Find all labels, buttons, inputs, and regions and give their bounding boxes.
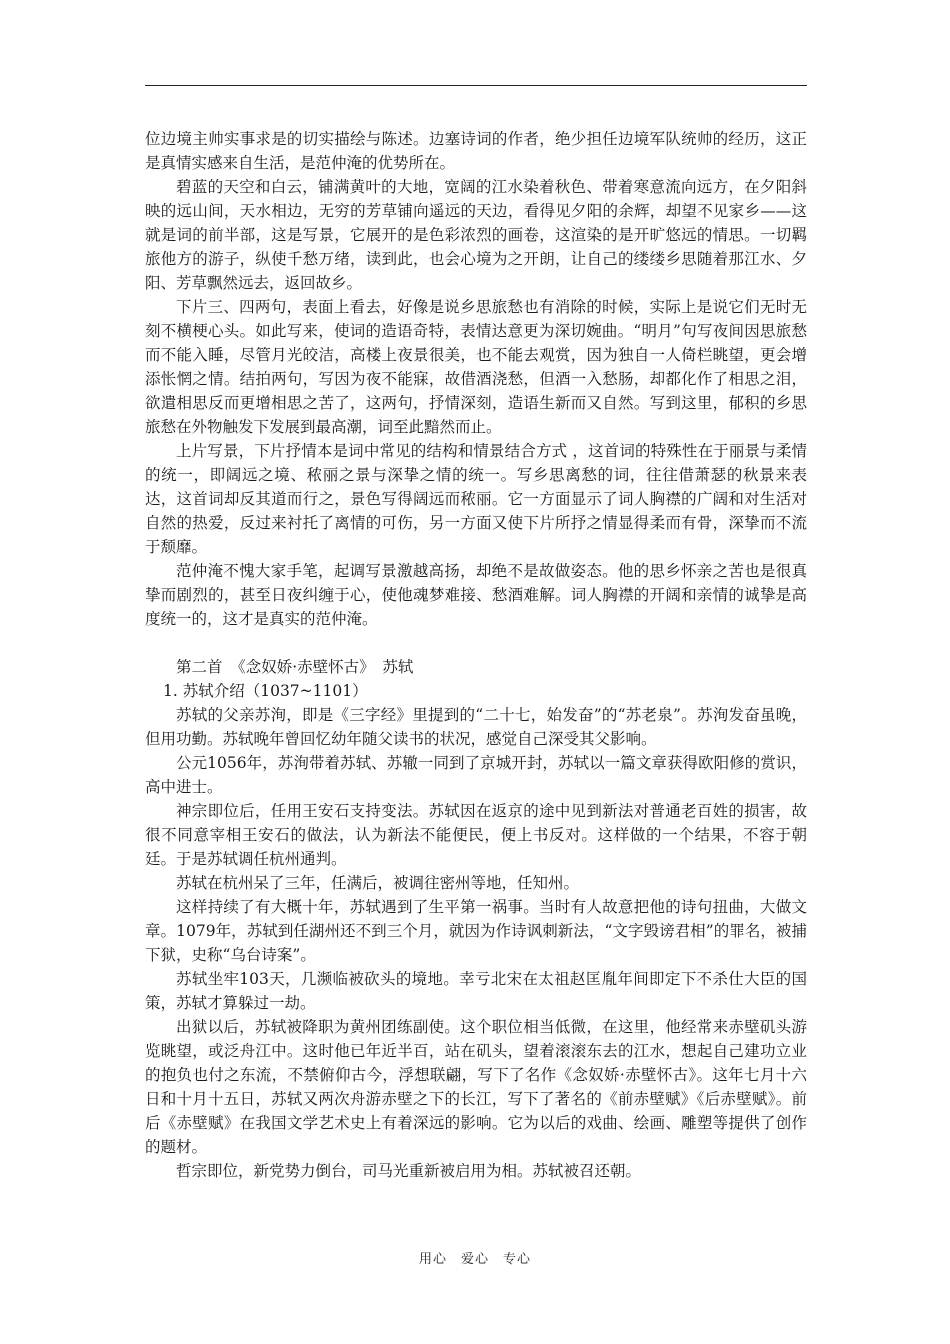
paragraph: 碧蓝的天空和白云，铺满黄叶的大地，宽阔的江水染着秋色、带着寒意流向远方，在夕阳斜映的远山间，天水相边，无穷的芳草铺向遥远的天边，看得见夕阳的余辉，却望不见家乡——这就是词的前半部，这是写景，它展开的是色彩浓烈的画卷，这渲染的是开旷悠远的情思。一切羁旅他方的游子，纵使千愁万绪，读到此，也会心境为之开朗，让自己的缕缕乡思随着那江水、夕阳、芳草飘然远去，返回故乡。: [145, 178, 807, 292]
section-heading: 第二首 《念奴娇·赤壁怀古》 苏轼: [176, 658, 414, 676]
page-footer: 用心 爱心 专心: [418, 1252, 531, 1267]
paragraph: 神宗即位后，任用王安石支持变法。苏轼因在返京的途中见到新法对普通老百姓的损害，故很不同意宰相王安石的做法，认为新法不能便民，便上书反对。这样做的一个结果，不容于朝廷。于是苏轼调任杭州通判。: [145, 802, 807, 868]
list-item: 1. 苏轼介绍（1037~1101）: [163, 682, 368, 700]
paragraph: 位边境主帅实事求是的切实描绘与陈述。边塞诗词的作者，绝少担任边境军队统帅的经历，这正是真情实感来自生活，是范仲淹的优势所在。: [145, 130, 807, 172]
paragraph: 下片三、四两句，表面上看去，好像是说乡思旅愁也有消除的时候，实际上是说它们无时无刻不横梗心头。如此写来，使词的造语奇特，表情达意更为深切婉曲。“明月”句写夜间因思旅愁而不能入睡，尽管月光皎洁，高楼上夜景很美，也不能去观赏，因为独自一人倚栏眺望，更会增添怅惘之情。结拍两句，写因为夜不能寐，故借酒浇愁，但酒一入愁肠，却都化作了相思之泪，欲遣相思反而更增相思之苦了，这两句，抒情深刻，造语生新而又自然。写到这里，郁积的乡思旅愁在外物触发下发展到最高潮，词至此黯然而止。: [145, 298, 807, 436]
paragraph: 苏轼的父亲苏洵，即是《三字经》里提到的“二十七，始发奋”的“苏老泉”。苏洵发奋虽晚，但用功勤。苏轼晚年曾回忆幼年随父读书的状况，感觉自己深受其父影响。: [145, 706, 807, 748]
document-body: [145, 127, 807, 1183]
paragraph: 这样持续了有大概十年，苏轼遇到了生平第一祸事。当时有人故意把他的诗句扭曲，大做文章。1079年，苏轼到任湖州还不到三个月，就因为作诗讽刺新法，“文字毁谤君相”的罪名，被捕下狱，史称“乌台诗案”。: [145, 898, 807, 964]
paragraph: 范仲淹不愧大家手笔，起调写景激越高扬，却绝不是故做姿态。他的思乡怀亲之苦也是很真挚而剧烈的，甚至日夜纠缠于心，使他魂梦难接、愁酒难解。词人胸襟的开阔和亲情的诚挚是高度统一的，这才是真实的范仲淹。: [145, 562, 807, 628]
spacer: [145, 631, 807, 655]
paragraph: 苏轼坐牢103天，几濒临被砍头的境地。幸亏北宋在太祖赵匡胤年间即定下不杀仕大臣的国策，苏轼才算躲过一劫。: [145, 970, 807, 1012]
paragraph: 哲宗即位，新党势力倒台，司马光重新被启用为相。苏轼被召还朝。: [176, 1162, 642, 1180]
paragraph: 出狱以后，苏轼被降职为黄州团练副使。这个职位相当低微，在这里，他经常来赤壁矶头游览眺望，或泛舟江中。这时他已年近半百，站在矶头，望着滚滚东去的江水，想起自己建功立业的抱负也付之东流，不禁俯仰古今，浮想联翩，写下了名作《念奴娇·赤壁怀古》。这年七月十六日和十月十五日，苏轼又两次舟游赤壁之下的长江，写下了著名的《前赤壁赋》《后赤壁赋》。前后《赤壁赋》在我国文学艺术史上有着深远的影响。它为以后的戏曲、绘画、雕塑等提供了创作的题材。: [145, 1018, 807, 1156]
paragraph: 公元1056年，苏洵带着苏轼、苏辙一同到了京城开封，苏轼以一篇文章获得欧阳修的赏识，高中进士。: [145, 754, 807, 796]
paragraph: 上片写景，下片抒情本是词中常见的结构和情景结合方式 ，这首词的特殊性在于丽景与柔情的统一，即阔远之境、秾丽之景与深挚之情的统一。写乡思离愁的词，往往借萧瑟的秋景来表达，这首词却反其道而行之，景色写得阔远而秾丽。它一方面显示了词人胸襟的广阔和对生活对自然的热爱，反过来衬托了离情的可伤，另一方面又使下片所抒之情显得柔而有骨，深挚而不流于颓靡。: [145, 442, 807, 556]
header-rule: [145, 85, 807, 86]
paragraph: 苏轼在杭州呆了三年，任满后，被调往密州等地，任知州。: [176, 874, 580, 892]
